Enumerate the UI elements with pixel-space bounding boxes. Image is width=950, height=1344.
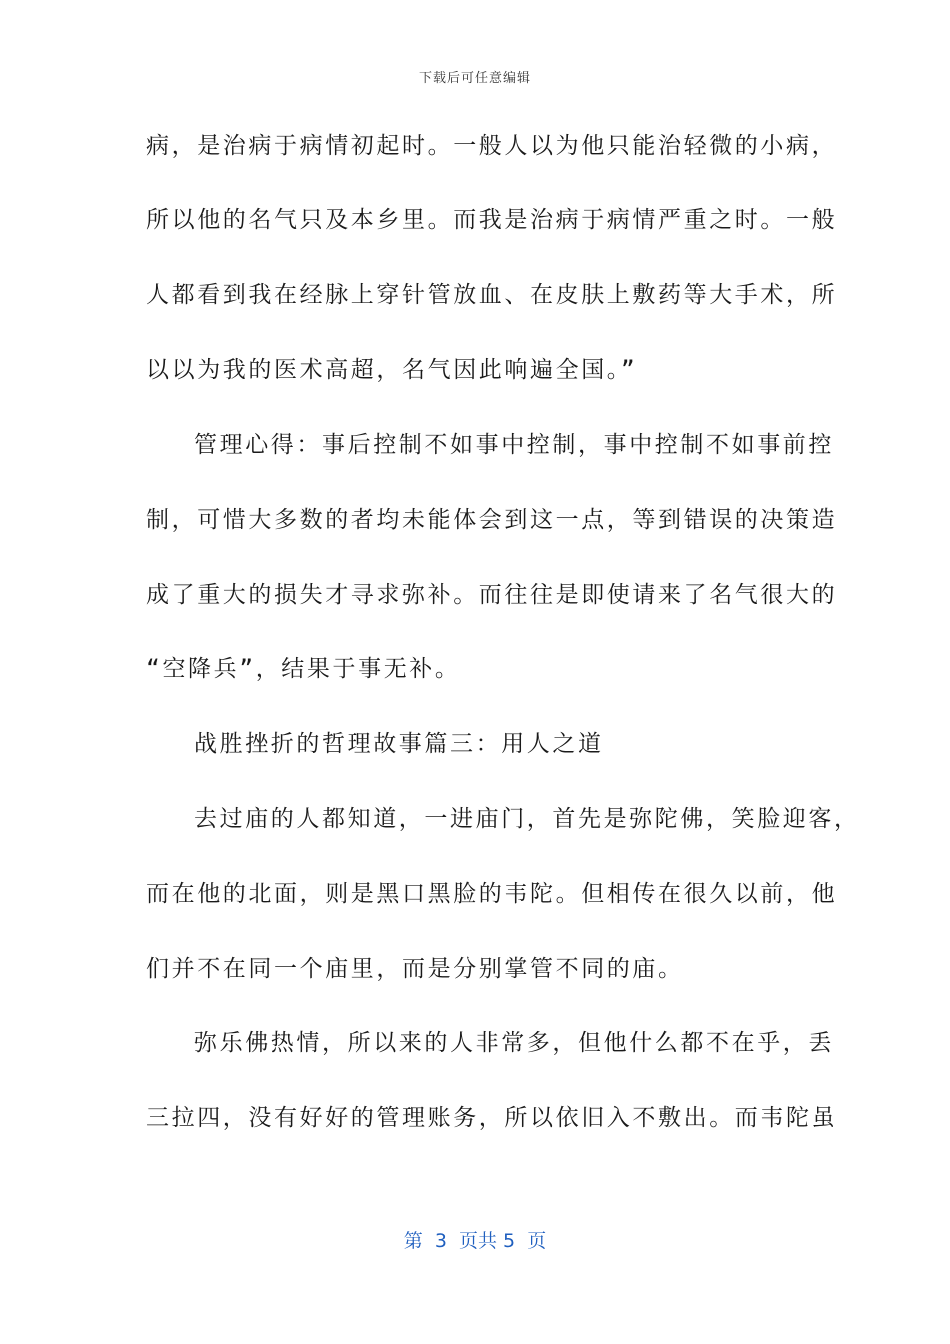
body-line: 三拉四，没有好好的管理账务，所以依旧入不敷出。而韦陀虽: [146, 1105, 838, 1131]
body-line: 弥乐佛热情，所以来的人非常多，但他什么都不在乎，丢: [194, 1030, 834, 1056]
body-line: 以以为我的医术高超，名气因此响遍全国。”: [146, 357, 638, 383]
section-heading: 战胜挫折的哲理故事篇三：用人之道: [194, 731, 604, 757]
body-line: 而在他的北面，则是黑口黑脸的韦陀。但相传在很久以前，他: [146, 881, 838, 907]
body-line: 们并不在同一个庙里，而是分别掌管不同的庙。: [146, 956, 684, 982]
body-line: “空降兵”，结果于事无补。: [146, 656, 461, 682]
body-line: 去过庙的人都知道，一进庙门，首先是弥陀佛，笑脸迎客，: [194, 806, 860, 832]
body-line: 管理心得：事后控制不如事中控制，事中控制不如事前控: [194, 432, 834, 458]
body-line: 制，可惜大多数的者均未能体会到这一点，等到错误的决策造: [146, 507, 838, 533]
body-line: 成了重大的损失才寻求弥补。而往往是即使请来了名气很大的: [146, 582, 838, 608]
body-line: 病，是治病于病情初起时。一般人以为他只能治轻微的小病，: [146, 133, 838, 159]
page-number-footer: 第 3 页共 5 页: [403, 1230, 547, 1252]
page-header: 下载后可任意编辑: [418, 71, 531, 86]
body-line: 所以他的名气只及本乡里。而我是治病于病情严重之时。一般: [146, 207, 838, 233]
body-line: 人都看到我在经脉上穿针管放血、在皮肤上敷药等大手术，所: [146, 282, 838, 308]
